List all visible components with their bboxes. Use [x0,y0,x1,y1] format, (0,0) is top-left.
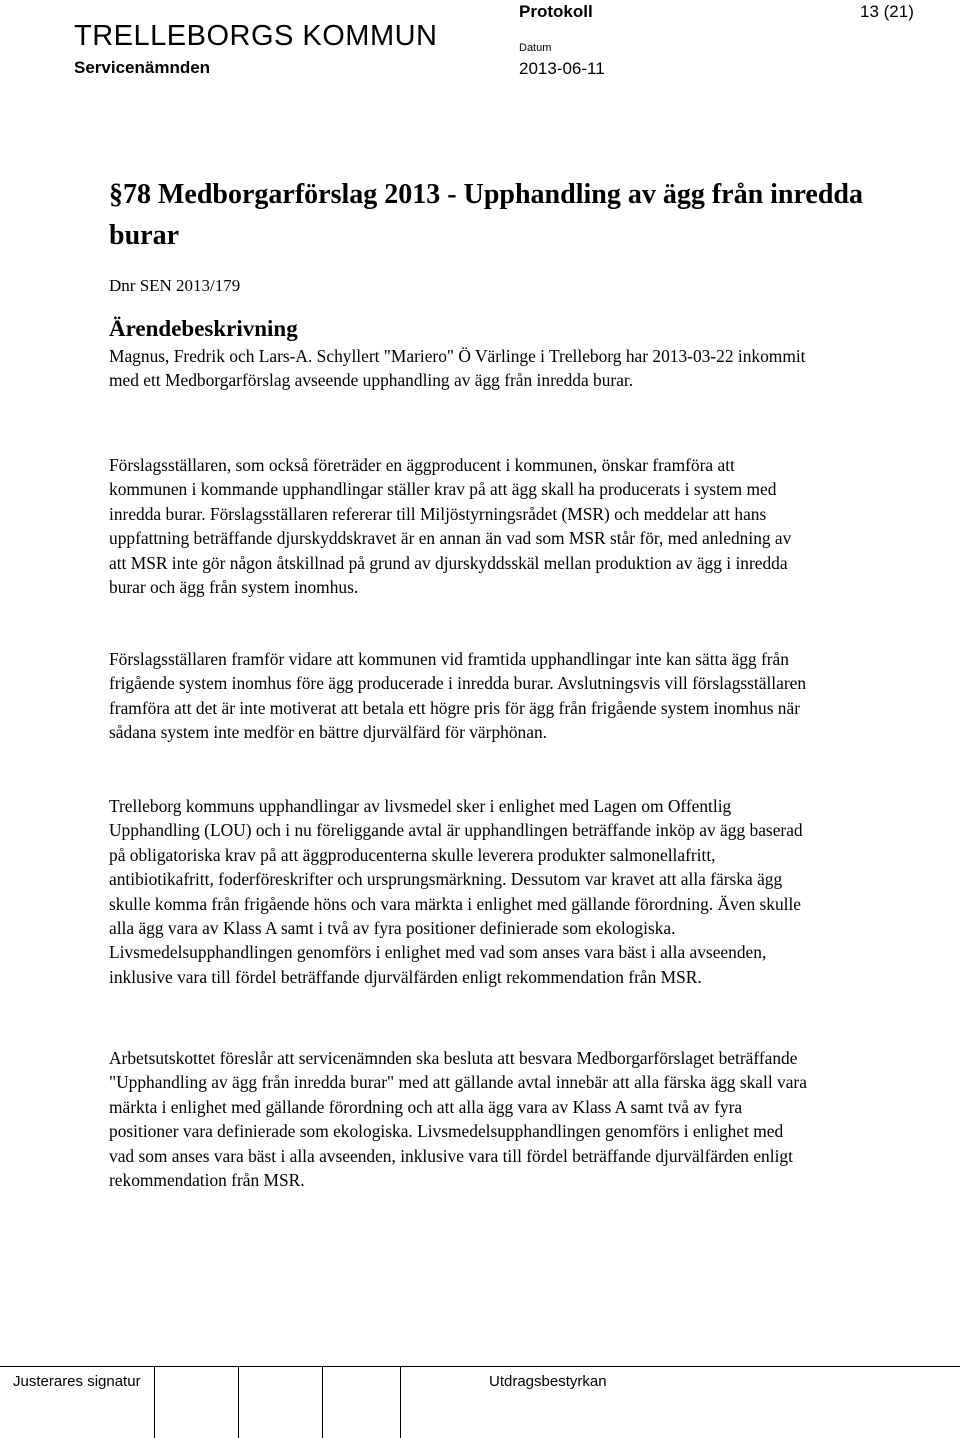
page-number: 13 (21) [860,2,914,21]
paragraph: Förslagsställaren framför vidare att kommunen vid framtida upphandlingar inte kan sätta ägg från frigående system inomhus före ägg producerade i inredda burar. Avslutningsvis vill förslagsställaren framföra att det är inte motiverat att betala ett högre pris för ägg från frigående system inomhus när sådana system inte medför en bättre djurvälfärd för värphönan. [109,649,807,743]
signature-box-divider [322,1366,323,1438]
extract-certification-label: Utdragsbestyrkan [489,1373,607,1390]
date-label: Datum [519,42,552,54]
organization-name: TRELLEBORGS KOMMUN [74,20,438,52]
case-number: Dnr SEN 2013/179 [109,276,241,295]
department-name: Servicenämnden [74,58,211,77]
paragraph: Magnus, Fredrik och Lars-A. Schyllert "Mariero" Ö Värlinge i Trelleborg har 2013-03-22 inkommit med ett Medborgarförslag avseende upphandling av ägg från inredda burar. [109,346,806,391]
signature-label: Justerares signatur [13,1373,141,1390]
signature-box-divider [238,1366,239,1438]
section-heading: Ärendebeskrivning [109,316,298,341]
date-value: 2013-06-11 [519,59,605,78]
paragraph: Arbetsutskottet föreslår att servicenämnden ska besluta att besvara Medborgarförslaget beträffande "Upphandling av ägg från inredda burar" med att gällande avtal innebär att alla färska ägg skall vara märkta i enlighet med gällande förordning och att alla ägg vara av Klass A samt två av fyra positioner vara definierade som ekologiska. Livsmedelsupphandlingen genomförs i enlighet med vad som anses vara bäst i alla avseenden, inklusive vara till fördel beträffande djurvälfärden enligt rekommendation från MSR. [109,1048,807,1191]
paragraph: Förslagsställaren, som också företräder en äggproducent i kommunen, önskar framföra att kommunen i kommande upphandlingar ställer krav på att ägg skall ha producerats i system med inredda burar. Förslagsställaren refererar till Miljöstyrningsrådet (MSR) och meddelar att hans uppfattning beträffande djurskyddskravet är en annan än vad som MSR står för, med anledning av att MSR inte gör någon åtskillnad på grund av djurskyddsskäl mellan produktion av ägg i inredda burar och ägg från system inomhus. [109,455,792,598]
document-type: Protokoll [519,2,593,21]
page-title: §78 Medborgarförslag 2013 - Upphandling av ägg från inredda burar [109,179,863,251]
footer-divider [0,1366,960,1367]
paragraph: Trelleborg kommuns upphandlingar av livsmedel sker i enlighet med Lagen om Offentlig Upphandling (LOU) och i nu föreliggande avtal är upphandlingen beträffande inköp av ägg baserad på obligatoriska krav på att äggproducenterna skulle leverera produkter salmonellafritt, antibiotikafritt, foderföreskrifter och ursprungsmärkning. Dessutom var kravet att alla färska ägg skulle komma från frigående höns och vara märkta i enlighet med gällande förordning. Även skulle alla ägg vara av Klass A samt i två av fyra positioner definierade som ekologiska. Livsmedelsupphandlingen genomförs i enlighet med vad som anses vara bäst i alla avseenden, inklusive vara till fördel beträffande djurvälfärden enligt rekommendation från MSR. [109,796,803,987]
signature-box-divider [400,1366,401,1438]
signature-box-divider [154,1366,155,1438]
